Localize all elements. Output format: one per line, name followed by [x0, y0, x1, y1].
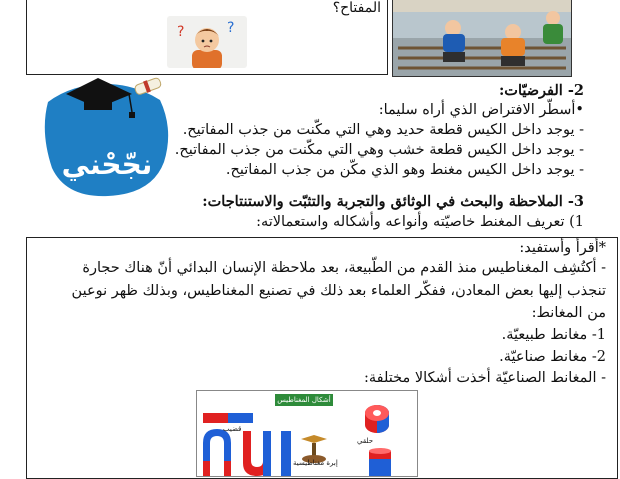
shapes-title: أشكال المغناطيس [275, 394, 333, 406]
shapes-intro: - المغانط الصناعيّة أخذت أشكالا مختلفة: [363, 370, 606, 386]
hypotheses-instruction: •أسطّر الافتراض الذي أراه سليما: [378, 102, 584, 118]
section3-subheading: 1) تعريف المغنط خاصيّته وأنواعه وأشكاله واستعمالاته: [256, 214, 584, 230]
reading-line: تنجذب إليها بعض المعادن، ففكّر العلماء بعد ذلك في تصنيع المغناطيس، وبذلك ظهر نوعين [71, 283, 606, 299]
reading-line: من المغانط: [531, 305, 606, 321]
bar-magnet-label: قضيب [223, 425, 242, 433]
ring-magnet-label: حلقي [357, 437, 374, 445]
hypothesis-item: - يوجد داخل الكيس قطعة حديد وهي التي مكّنت من جذب المفاتيح. [182, 122, 584, 138]
reading-line: - أكتُشِف المغناطيس منذ القدم من الطّبيعة، بعد ملاحظة الإنسان البدائي أنّ هناك حجارة [82, 260, 606, 276]
logo-text: نجّحْني [61, 148, 153, 181]
hypothesis-item: - يوجد داخل الكيس مغنط وهو الذي مكّن من جذب المفاتيح. [225, 162, 584, 178]
section3-heading: 3- الملاحظة والبحث في الوثائق والتجربة والتثبّت والاستنتاجات: [202, 193, 584, 210]
kids-searching-image [392, 0, 572, 77]
reading-title: *أقرأ وأستفيد: [519, 240, 606, 256]
thinking-boy-image [167, 16, 247, 68]
question-tail: المفتاح؟ [332, 0, 381, 16]
hypotheses-heading: 2- الفرضيّات: [498, 82, 584, 99]
svg-text:?: ? [177, 24, 185, 40]
magnet-shapes-image [196, 390, 418, 477]
needle-magnet-label: إبرة مغناطيسية [293, 459, 338, 467]
question-box [26, 0, 388, 75]
svg-text:?: ? [227, 20, 235, 36]
magnet-type: 2- مغانط صناعيّة. [499, 349, 606, 365]
magnet-type: 1- مغانط طبيعيّة. [501, 327, 606, 343]
hypothesis-item: - يوجد داخل الكيس قطعة خشب وهي التي مكّنت من جذب المفاتيح. [174, 142, 584, 158]
